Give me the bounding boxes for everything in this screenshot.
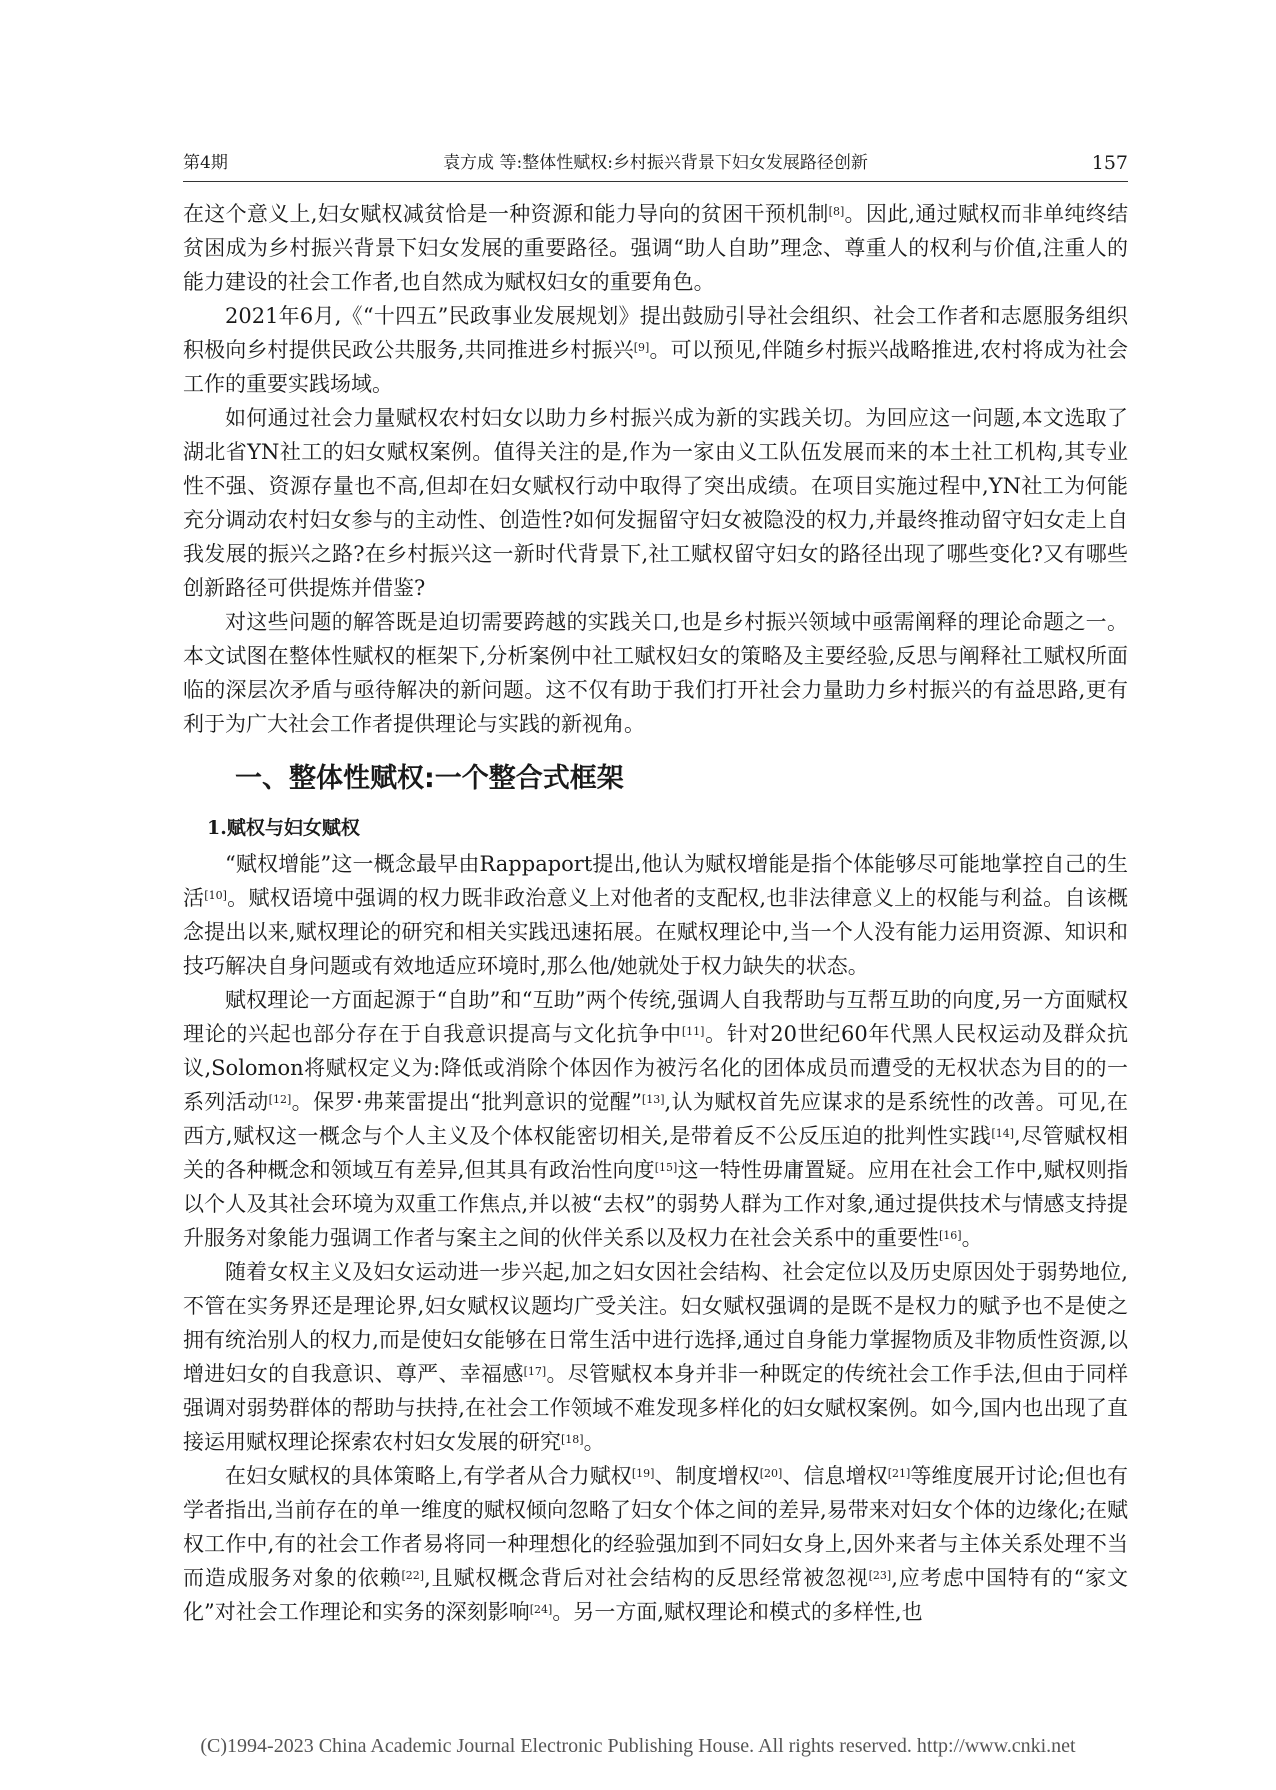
citation: [9] [633,341,650,354]
citation: [14] [991,1127,1014,1140]
article-body [183,197,1128,1629]
citation: [21] [887,1467,911,1480]
citation: [8] [828,205,845,218]
paragraph: 对这些问题的解答既是迫切需要跨越的实践关口,也是乡村振兴领域中亟需阐释的理论命题之一。本文试图在整体性赋权的框架下,分析案例中社工赋权妇女的策略及主要经验,反思与阐释社工赋权所面临的深层次矛盾与亟待解决的新问题。这不仅有助于我们打开社会力量助力乡村振兴的有益思路,更有利于为广大社会工作者提供理论与实践的新视角。 [183,610,1128,736]
running-header [183,149,1128,177]
citation: [17] [523,1365,547,1378]
running-title: 袁方成 等:整体性赋权:乡村振兴背景下妇女发展路径创新 [443,153,868,173]
header-rule [183,181,1128,182]
citation: [24] [529,1603,553,1616]
citation: [20] [759,1467,783,1480]
paragraph: 2021年6月,《“十四五”民政事业发展规划》提出鼓励引导社会组织、社会工作者和志愿服务组织积极向乡村提供民政公共服务,共同推进乡村振兴[9]。可以预见,伴随乡村振兴战略推进,农村将成为社会工作的重要实践场域。 [183,304,1128,396]
paragraph: 在妇女赋权的具体策略上,有学者从合力赋权[19]、制度增权[20]、信息增权[21]等维度展开讨论;但也有学者指出,当前存在的单一维度的赋权倾向忽略了妇女个体之间的差异,易带来对妇女个体的边缘化;在赋权工作中,有的社会工作者易将同一种理想化的经验强加到不同妇女身上,因外来者与主体关系处理不当而造成服务对象的依赖[22],且赋权概念背后对社会结构的反思经常被忽视[23],应考虑中国特有的“家文化”对社会工作理论和实务的深刻影响[24]。另一方面,赋权理论和模式的多样性,也 [183,1464,1128,1624]
citation: [23] [868,1569,892,1582]
section-title: 一、整体性赋权:一个整合式框架 [235,763,624,794]
citation: [15] [654,1161,678,1174]
issue-number: 第4期 [183,153,228,173]
paragraph: 在这个意义上,妇女赋权减贫恰是一种资源和能力导向的贫困干预机制[8]。因此,通过赋权而非单纯终结贫困成为乡村振兴背景下妇女发展的重要路径。强调“助人自助”理念、尊重人的权利与价值,注重人的能力建设的社会工作者,也自然成为赋权妇女的重要角色。 [183,202,1128,294]
citation: [11] [681,1025,705,1038]
citation: [22] [401,1569,425,1582]
citation: [18] [561,1433,584,1446]
paragraph: 如何通过社会力量赋权农村妇女以助力乡村振兴成为新的实践关切。为回应这一问题,本文选取了湖北省YN社工的妇女赋权案例。值得关注的是,作为一家由义工队伍发展而来的本土社工机构,其专业性不强、资源存量也不高,但却在妇女赋权行动中取得了突出成绩。在项目实施过程中,YN社工为何能充分调动农村妇女参与的主动性、创造性?如何发掘留守妇女被隐没的权力,并最终推动留守妇女走上自我发展的振兴之路?在乡村振兴这一新时代背景下,社工赋权留守妇女的路径出现了哪些变化?又有哪些创新路径可供提炼并借鉴? [183,406,1128,600]
paragraph: “赋权增能”这一概念最早由Rappaport提出,他认为赋权增能是指个体能够尽可能地掌控自己的生活[10]。赋权语境中强调的权力既非政治意义上对他者的支配权,也非法律意义上的权能与利益。自该概念提出以来,赋权理论的研究和相关实践迅速拓展。在赋权理论中,当一个人没有能力运用资源、知识和技巧解决自身问题或有效地适应环境时,那么他/她就处于权力缺失的状态。 [183,852,1129,978]
citation: [13] [641,1093,665,1106]
paragraph: 随着女权主义及妇女运动进一步兴起,加之妇女因社会结构、社会定位以及历史原因处于弱势地位,不管在实务界还是理论界,妇女赋权议题均广受关注。妇女赋权强调的是既不是权力的赋予也不是使之拥有统治别人的权力,而是使妇女能够在日常生活中进行选择,通过自身能力掌握物质及非物质性资源,以增进妇女的自我意识、尊严、幸福感[17]。尽管赋权本身并非一种既定的传统社会工作手法,但由于同样强调对弱势群体的帮助与扶持,在社会工作领域不难发现多样化的妇女赋权案例。如今,国内也出现了直接运用赋权理论探索农村妇女发展的研究[18]。 [183,1260,1128,1454]
copyright-footer: (C)1994-2023 China Academic Journal Electronic Publishing House. All rights reserved. http://www.cnki.net [200,1735,1076,1757]
paragraph: 赋权理论一方面起源于“自助”和“互助”两个传统,强调人自我帮助与互帮互助的向度,另一方面赋权理论的兴起也部分存在于自我意识提高与文化抗争中[11]。针对20世纪60年代黑人民权运动及群众抗议,Solomon将赋权定义为:降低或消除个体因作为被污名化的团体成员而遭受的无权状态为目的的一系列活动[12]。保罗·弗莱雷提出“批判意识的觉醒”[13],认为赋权首先应谋求的是系统性的改善。可见,在西方,赋权这一概念与个人主义及个体权能密切相关,是带着反不公反压迫的批判性实践[14],尽管赋权相关的各种概念和领域互有差异,但其具有政治性向度[15]这一特性毋庸置疑。应用在社会工作中,赋权则指以个人及其社会环境为双重工作焦点,并以被“去权”的弱势人群为工作对象,通过提供技术与情感支持提升服务对象能力强调工作者与案主之间的伙伴关系以及权力在社会关系中的重要性[16]。 [183,988,1128,1250]
citation: [10] [204,889,227,902]
citation: [19] [631,1467,655,1480]
subsection-title: 1.赋权与妇女赋权 [207,817,360,839]
page-number: 157 [1091,152,1128,174]
citation: [12] [268,1093,292,1106]
citation: [16] [939,1229,962,1242]
